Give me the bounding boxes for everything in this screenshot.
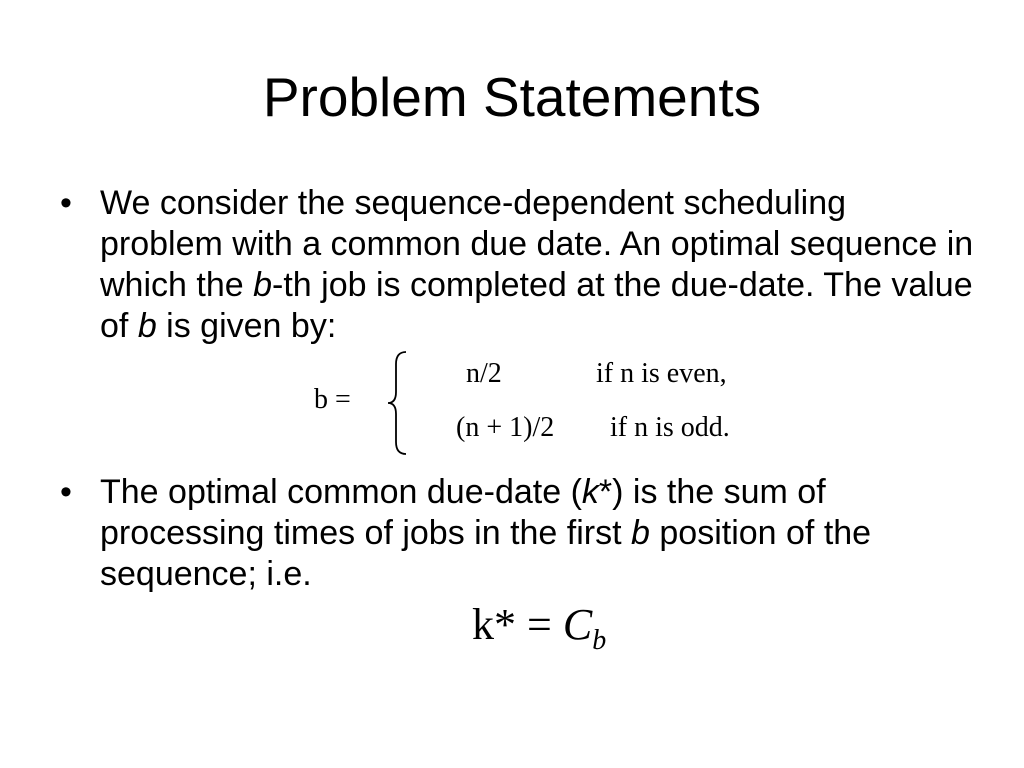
formula-k <box>472 599 606 657</box>
case2-expr: (n + 1)/2 <box>456 412 555 443</box>
slide-title: Problem Statements <box>262 66 762 128</box>
formula-k-definition <box>58 595 978 655</box>
bullet2-text-1: The optimal common due-date ( <box>100 473 582 511</box>
bullet2-var-k: k <box>581 473 599 511</box>
bullet-marker: • <box>60 473 72 511</box>
bullet-marker: • <box>60 184 72 222</box>
case2-condition: if n is odd. <box>610 412 730 443</box>
formula-k-rhs: C <box>562 600 593 649</box>
case1-condition: if n is even, <box>596 358 727 389</box>
case1-expr: n/2 <box>466 358 502 389</box>
formula-b-definition <box>58 348 978 458</box>
bullet-item-1 <box>58 183 978 347</box>
bullet1-var-b-2: b <box>137 307 157 345</box>
bullet1-text-2: -th job is completed at the due-date. The value of <box>100 266 973 345</box>
formula-b-lhs: b = <box>314 384 351 415</box>
formula-k-lhs: k* = <box>472 600 552 649</box>
bullet1-text-3: is given by: <box>156 307 337 345</box>
bullet-item-2 <box>58 472 978 595</box>
bullet2-var-b: b <box>631 514 650 552</box>
bullet2-text-2: *) is the sum of processing times of jobs in the first <box>100 473 826 552</box>
bullet1-var-b: b <box>253 266 273 304</box>
bullet2-text-3: position of the sequence; i.e. <box>100 514 872 593</box>
bullet-list <box>58 183 978 655</box>
curly-brace-icon <box>384 348 414 458</box>
formula-k-subscript: b <box>592 625 607 656</box>
bullet1-text-1: We consider the sequence-dependent scheduling problem with a common due date. An optimal sequence in which the <box>100 184 974 304</box>
